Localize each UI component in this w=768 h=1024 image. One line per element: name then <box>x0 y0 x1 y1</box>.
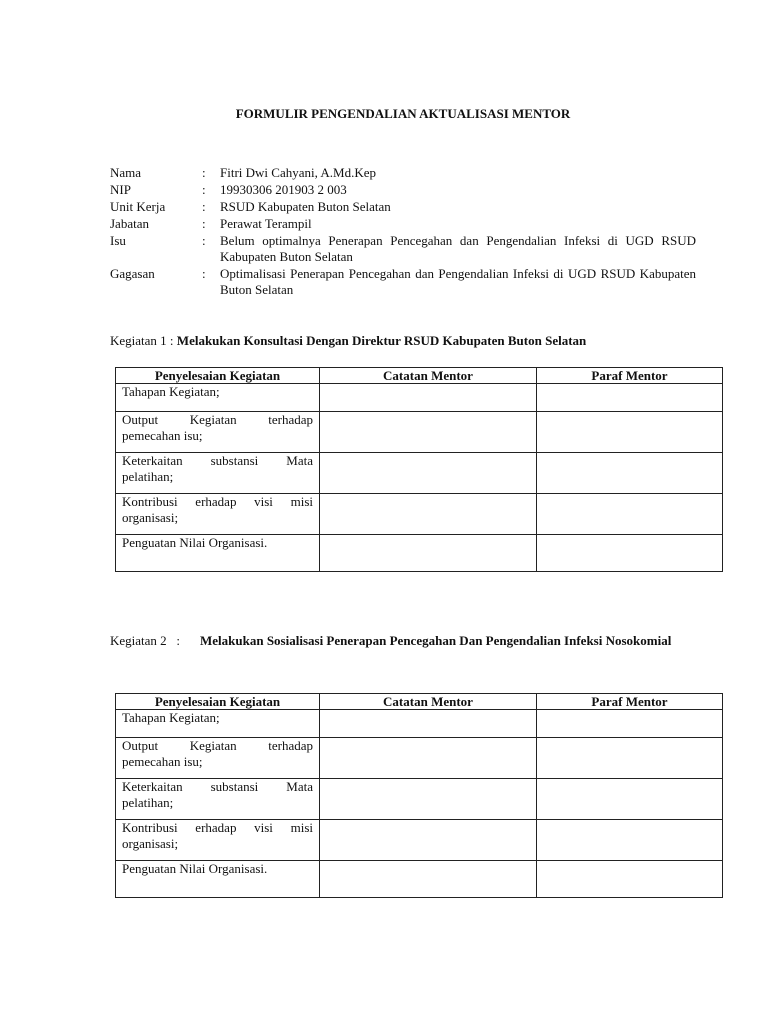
info-label: Gagasan <box>110 266 155 281</box>
mentor-table-2 <box>115 693 723 898</box>
info-colon: : <box>202 165 206 180</box>
info-row-unit-kerja <box>110 199 696 215</box>
form-title: FORMULIR PENGENDALIAN AKTUALISASI MENTOR <box>235 106 571 121</box>
catatan-cell[interactable] <box>320 738 537 779</box>
info-label: Isu <box>110 233 126 248</box>
info-label: Nama <box>110 165 142 180</box>
mentor-table-1 <box>115 367 723 572</box>
info-value-jabatan: Perawat Terampil <box>220 216 312 231</box>
table-row <box>116 738 723 779</box>
row-label: Keterkaitan substansi Mata pelatihan; <box>116 779 320 820</box>
header-penyelesaian: Penyelesaian Kegiatan <box>116 368 320 384</box>
row-label: Tahapan Kegiatan; <box>116 384 320 412</box>
kegiatan-2-colon: : <box>176 633 181 648</box>
catatan-cell[interactable] <box>320 779 537 820</box>
table-row <box>116 710 723 738</box>
row-label: Kontribusi erhadap visi misi organisasi; <box>116 494 320 535</box>
info-value-unit-kerja: RSUD Kabupaten Buton Selatan <box>220 199 391 214</box>
kegiatan-1-title: Melakukan Konsultasi Dengan Direktur RSUD Kabupaten Buton Selatan <box>176 333 587 348</box>
row-label: Penguatan Nilai Organisasi. <box>116 861 320 898</box>
info-row-isu <box>110 233 696 265</box>
catatan-cell[interactable] <box>320 384 537 412</box>
kegiatan-2-title: Melakukan Sosialisasi Penerapan Pencegahan Dan Pengendalian Infeksi Nosokomial <box>200 633 672 648</box>
table-row <box>116 861 723 898</box>
paraf-cell[interactable] <box>537 710 723 738</box>
info-label: Jabatan <box>110 216 149 231</box>
table-header-row <box>116 694 723 710</box>
header-paraf: Paraf Mentor <box>537 694 723 710</box>
table-row <box>116 494 723 535</box>
catatan-cell[interactable] <box>320 861 537 898</box>
table-row <box>116 384 723 412</box>
catatan-cell[interactable] <box>320 494 537 535</box>
paraf-cell[interactable] <box>537 738 723 779</box>
header-catatan: Catatan Mentor <box>320 368 537 384</box>
info-colon: : <box>202 266 206 281</box>
table-row <box>116 820 723 861</box>
paraf-cell[interactable] <box>537 453 723 494</box>
catatan-cell[interactable] <box>320 710 537 738</box>
paraf-cell[interactable] <box>537 535 723 572</box>
row-label: Keterkaitan substansi Mata pelatihan; <box>116 453 320 494</box>
table-row <box>116 779 723 820</box>
kegiatan-1-label: Kegiatan 1 : <box>110 333 177 348</box>
info-value-gagasan: Optimalisasi Penerapan Pencegahan dan Pengendalian Infeksi di UGD RSUD Kabupaten Buton Selatan <box>220 266 696 297</box>
info-label: Unit Kerja <box>110 199 166 214</box>
table-row <box>116 412 723 453</box>
paraf-cell[interactable] <box>537 494 723 535</box>
kegiatan-2-heading <box>110 633 710 654</box>
paraf-cell[interactable] <box>537 412 723 453</box>
catatan-cell[interactable] <box>320 820 537 861</box>
row-label: Penguatan Nilai Organisasi. <box>116 535 320 572</box>
info-row-nama <box>110 165 696 181</box>
kegiatan-1-heading <box>110 333 710 349</box>
paraf-cell[interactable] <box>537 861 723 898</box>
info-colon: : <box>202 233 206 248</box>
identity-section <box>110 165 696 299</box>
info-colon: : <box>202 216 206 231</box>
row-label: Kontribusi erhadap visi misi organisasi; <box>116 820 320 861</box>
table-header-row <box>116 368 723 384</box>
header-catatan: Catatan Mentor <box>320 694 537 710</box>
header-paraf: Paraf Mentor <box>537 368 723 384</box>
row-label: Output Kegiatan terhadap pemecahan isu; <box>116 738 320 779</box>
info-row-gagasan <box>110 266 696 298</box>
info-value-isu: Belum optimalnya Penerapan Pencegahan dan Pengendalian Infeksi di UGD RSUD Kabupaten Buton Selatan <box>220 233 696 264</box>
table-row <box>116 535 723 572</box>
row-label: Output Kegiatan terhadap pemecahan isu; <box>116 412 320 453</box>
kegiatan-2-label <box>110 633 200 654</box>
info-row-jabatan <box>110 216 696 232</box>
catatan-cell[interactable] <box>320 453 537 494</box>
info-value-nama: Fitri Dwi Cahyani, A.Md.Kep <box>220 165 376 180</box>
catatan-cell[interactable] <box>320 412 537 453</box>
paraf-cell[interactable] <box>537 779 723 820</box>
table-row <box>116 453 723 494</box>
paraf-cell[interactable] <box>537 384 723 412</box>
info-value-nip: 19930306 201903 2 003 <box>220 182 347 197</box>
kegiatan-2-label-text: Kegiatan 2 <box>110 633 167 648</box>
info-colon: : <box>202 182 206 197</box>
info-row-nip <box>110 182 696 198</box>
header-penyelesaian: Penyelesaian Kegiatan <box>116 694 320 710</box>
info-colon: : <box>202 199 206 214</box>
catatan-cell[interactable] <box>320 535 537 572</box>
info-label: NIP <box>110 182 131 197</box>
paraf-cell[interactable] <box>537 820 723 861</box>
row-label: Tahapan Kegiatan; <box>116 710 320 738</box>
